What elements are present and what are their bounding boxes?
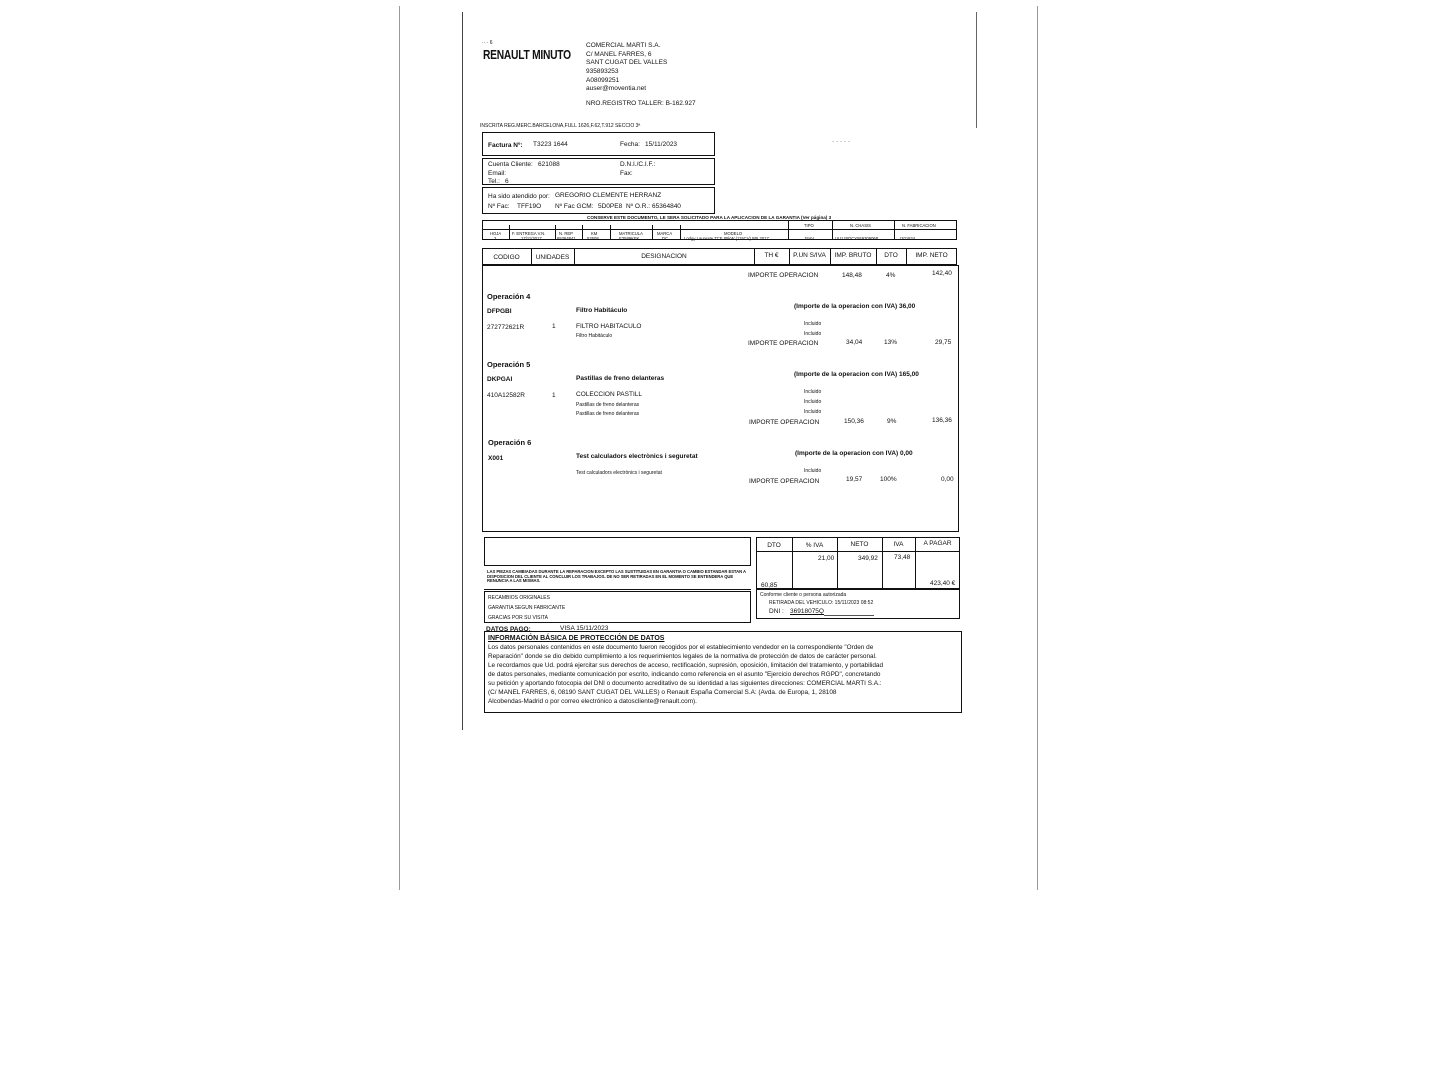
proteccion-line-5: su petición y aportando fotocopia del DNI o documento acreditativo de su identidad a las siguientes direcciones: COMERCIAL MARTI S.A.:: [488, 680, 882, 687]
totals-h-iva-pct: % IVA: [805, 542, 824, 549]
vt-v-nrep: 65364841: [557, 236, 576, 241]
totals-iva: 73,48: [894, 554, 911, 561]
email-label: Email:: [488, 170, 507, 177]
vt-v-modelo: Lodgy Laureate TCE 85kW (115CV) 5PI 2017: [684, 236, 769, 241]
op4-bruto: 34,04: [846, 339, 863, 346]
registro-taller: NRO.REGISTRO TALLER: B-162.927: [586, 100, 696, 107]
dni-label: D.N.I./C.I.F.:: [620, 161, 656, 168]
op5-dto: 9%: [887, 418, 897, 425]
vt-h-modelo: MODELO: [724, 231, 743, 236]
totals-h-neto: NETO: [850, 541, 869, 548]
col-neto: IMP. NETO: [915, 252, 948, 259]
vt-v-entrega: 17/11/2017: [521, 236, 542, 241]
nor-label: Nº O.R.:: [626, 203, 651, 210]
pago-value: VISA 15/11/2023: [560, 625, 609, 632]
vt-col-6: [680, 225, 681, 240]
company-line-3: SANT CUGAT DEL VALLES: [586, 59, 668, 66]
op4-dto: 13%: [884, 339, 898, 346]
vt-h-fabricacion: N. FABRICACION: [902, 223, 936, 228]
op6-code: X001: [488, 455, 504, 462]
cuenta-value: 621088: [538, 161, 560, 168]
op4-incl-1: Incluido: [804, 321, 822, 327]
op6-iva-note: (Importe de la operacion con IVA) 0,00: [795, 450, 913, 457]
col-codigo: CODIGO: [493, 254, 520, 261]
vt-h-tipo: TIPO: [804, 223, 814, 228]
fecha-value: 15/11/2023: [645, 141, 678, 148]
vt-h-matricula: MATRICULA: [619, 231, 643, 236]
first-bruto: 148,48: [842, 272, 862, 279]
company-cif: A08099251: [586, 77, 620, 84]
op5-iva-note: (Importe de la operacion con IVA) 165,00: [794, 371, 919, 378]
op5-incl-2: Incluido: [804, 399, 822, 405]
op6-name: Test calculadors electrònics i seguretat: [576, 453, 698, 460]
op5-units: 1: [552, 392, 556, 399]
fecha-label: Fecha:: [620, 141, 640, 148]
first-importe-label: IMPORTE OPERACION: [748, 272, 819, 279]
col-unidades: UNIDADES: [535, 254, 570, 261]
tel-label: Tel.:: [488, 178, 500, 185]
vt-col-5: [652, 225, 653, 240]
vehicle-table-divider: [482, 229, 957, 230]
op5-neto: 136,36: [932, 417, 952, 424]
factura-number: T3223 1644: [533, 141, 568, 148]
conforme-line-2: RETIRADA DEL VEHICULO: 15/11/2023 08:52: [769, 600, 874, 606]
scan-mark: · · · · ·: [832, 138, 851, 145]
first-neto: 142,40: [932, 270, 952, 277]
op5-desc-2: Pastillas de freno delanteras: [576, 402, 640, 408]
nor-value: 65364840: [652, 203, 681, 210]
tel-value: 6: [505, 178, 509, 185]
inscrita-registro: INSCRITA REG.MERC.BARCELONA,FULL 1626,F.62,T.912 SECCIO 3ª: [480, 123, 641, 129]
op4-importe-label: IMPORTE OPERACION: [748, 340, 819, 347]
first-dto: 4%: [886, 272, 896, 279]
vt-v-tipo: JSAV: [804, 236, 815, 241]
col-pun: P.UN S/IVA: [793, 252, 826, 259]
piezas-note: LAS PIEZAS CAMBIADAS DURANTE LA REPARACION EXCEPTO LAS SUSTITUIDAS EN GARANTIA O CAMBIO ESTANDAR ESTAN A DISPOSICION DEL CLIENTE AL CONCLUIR LOS TRABAJOS. DE NO SER RETIRADAS EN EL MOMENTO SE ENTENDERA QUE RENUNCIA A LAS MISMAS.: [487, 569, 746, 584]
op4-desc-2: Filtro Habitáculo: [576, 333, 613, 339]
vt-h-marca: MARCA: [657, 231, 673, 236]
op6-desc-1: Test calculadors electrònics i seguretat: [576, 470, 662, 476]
vt-col-8: [832, 220, 833, 240]
op5-incl-3: Incluido: [804, 409, 822, 415]
totals-iva-pct: 21,00: [818, 555, 835, 562]
company-email: auser@moventia.net: [586, 85, 647, 92]
pago-label: DATOS PAGO:: [486, 626, 531, 633]
op4-desc-1: FILTRO HABITACULO: [576, 323, 642, 330]
proteccion-line-4: de datos personales, mediante comunicación por escrito, indicando como referencia en el asunto "Ejercicio derechos RGPD", concretando: [488, 671, 881, 678]
recambios-line-2: GARANTIA SEGUN FABRICANTE: [488, 605, 566, 611]
vt-h-hoja: HOJA: [490, 231, 502, 236]
totals-h-apagar: A PAGAR: [923, 540, 952, 547]
op6-dto: 100%: [880, 476, 897, 483]
proteccion-line-6: (C/ MANEL FARRES, 6, 08190 SANT CUGAT DEL VALLES) o Renault España Comercial S.A: (Avda. de Europa, 1, 28108: [488, 689, 837, 696]
op4-code: DFPGBI: [487, 308, 512, 315]
conforme-dni-value: 36918075Q: [790, 608, 824, 615]
brand-logo: RENAULT MINUTO: [483, 48, 571, 62]
vt-col-9: [894, 220, 895, 240]
op6-incl-1: Incluido: [804, 468, 822, 474]
vt-col-3: [582, 225, 583, 240]
frame-line-left: [399, 6, 400, 890]
nfac-label: Nº Fac:: [488, 203, 510, 210]
conforme-dni-label: DNI :: [769, 608, 784, 615]
vt-v-km: 52508: [587, 236, 599, 241]
vt-h-nrep: N. REP: [559, 231, 573, 236]
proteccion-title: INFORMACIÓN BÁSICA DE PROTECCIÓN DE DATOS: [488, 635, 665, 642]
op5-name: Pastillas de freno delanteras: [576, 375, 665, 382]
vt-col-4: [610, 225, 611, 240]
vt-v-matricula: E3589KFK: [619, 236, 640, 241]
proteccion-line-3: Le recordamos que Ud. podrá ejercitar sus derechos de acceso, rectificación, supresión, oposición, limitación del tratamiento, y portabilidad: [488, 662, 884, 669]
vt-col-2: [555, 225, 556, 240]
proteccion-line-7: Alcobendas-Madrid o por correo electrónico a datoscliente@renault.com).: [488, 698, 697, 705]
proteccion-line-2: Reparación" donde se dio debido cumplimiento a los requerimientos legales de la normativa de protección de datos de carácter personal.: [488, 653, 877, 660]
totals-dto: 60,85: [761, 582, 778, 589]
conforme-line-1: Conforme cliente o persona autorizada: [760, 592, 847, 598]
op5-desc-3: Pastillas de freno delanteras: [576, 411, 640, 417]
op5-desc-1: COLECCION PASTILL: [576, 391, 642, 398]
op4-neto: 29,75: [935, 339, 952, 346]
conforme-signature-line: [824, 615, 874, 616]
atendido-value: GREGORIO CLEMENTE HERRANZ: [555, 192, 662, 199]
vt-v-hoja: 2: [494, 236, 497, 241]
vt-col-7: [788, 220, 789, 240]
observations-box: [484, 537, 751, 566]
factura-label: Factura Nº:: [488, 142, 523, 149]
op5-importe-label: IMPORTE OPERACION: [749, 419, 820, 426]
vt-v-marca: DC: [662, 236, 669, 241]
op5-incl-1: Incluido: [804, 389, 822, 395]
vt-h-entrega: F. ENTREGA V.N.: [512, 231, 546, 236]
cuenta-label: Cuenta Cliente:: [488, 161, 533, 168]
op6-importe-label: IMPORTE OPERACION: [749, 478, 820, 485]
totals-h-dto: DTO: [767, 542, 781, 549]
page-edge-right: [976, 12, 977, 128]
col-dto: DTO: [884, 252, 898, 259]
vt-h-km: KM: [591, 231, 598, 236]
company-line-2: C/ MANEL FARRES, 6: [586, 51, 652, 58]
nfacgcm-value: 5D0PE8: [598, 203, 623, 210]
recambios-line-3: GRACIAS POR SU VISITA: [488, 615, 548, 621]
op5-bruto: 150,36: [844, 418, 864, 425]
invoice-page: [462, 12, 976, 732]
brand-mark: ·· · 6: [482, 40, 493, 46]
op4-incl-2: Incluido: [804, 331, 822, 337]
op4-name: Filtro Habitáculo: [576, 307, 628, 314]
op5-ref: 410A12582R: [487, 392, 525, 399]
nfacgcm-label: Nº Fac GCM:: [555, 203, 594, 210]
totals-neto: 349,92: [858, 555, 878, 562]
piezas-underline: [484, 589, 751, 590]
op4-ref: 272772621R: [487, 324, 525, 331]
vt-h-chasis: N. CHASIS: [850, 223, 871, 228]
company-line-1: COMERCIAL MARTI S.A.: [586, 42, 661, 49]
op4-title: Operación 4: [487, 292, 531, 301]
conserve-note: CONSERVE ESTE DOCUMENTO, LE SERA SOLICITADO PARA LA APLICACION DE LA GARANTIA (Ver página) 3: [587, 215, 832, 220]
vt-col-1: [509, 225, 510, 240]
op5-code: DKPGAI: [487, 376, 513, 383]
op5-title: Operación 5: [487, 360, 531, 369]
op6-neto: 0,00: [941, 476, 954, 483]
op4-iva-note: (Importe de la operacion con IVA) 36,00: [794, 303, 916, 310]
company-phone: 935893253: [586, 68, 619, 75]
nfac-value: TFF19O: [517, 203, 542, 210]
totals-h-iva: IVA: [893, 541, 904, 548]
col-designacion: DESIGNACION: [641, 253, 687, 260]
col-th: TH €: [764, 252, 779, 259]
op6-title: Operación 6: [488, 438, 532, 447]
op6-bruto: 19,57: [846, 476, 863, 483]
proteccion-line-1: Los datos personales contenidos en este documento fueron recogidos por el establecimiento vendedor en la correspondiente "Orden de: [488, 644, 874, 651]
op4-units: 1: [552, 323, 556, 330]
vt-v-chasis: UU1JSDCY559309068: [835, 236, 879, 241]
frame-line-right: [1037, 6, 1038, 890]
totals-header-divider: [756, 551, 960, 552]
vt-v-fabricacion: I201824: [900, 236, 916, 241]
col-bruto: IMP. BRUTO: [834, 252, 872, 259]
totals-apagar: 423,40 €: [930, 580, 956, 587]
fax-label: Fax:: [620, 170, 633, 177]
recambios-line-1: RECAMBIOS ORIGINALES: [488, 595, 550, 601]
atendido-label: Ha sido atendido por:: [488, 193, 550, 200]
